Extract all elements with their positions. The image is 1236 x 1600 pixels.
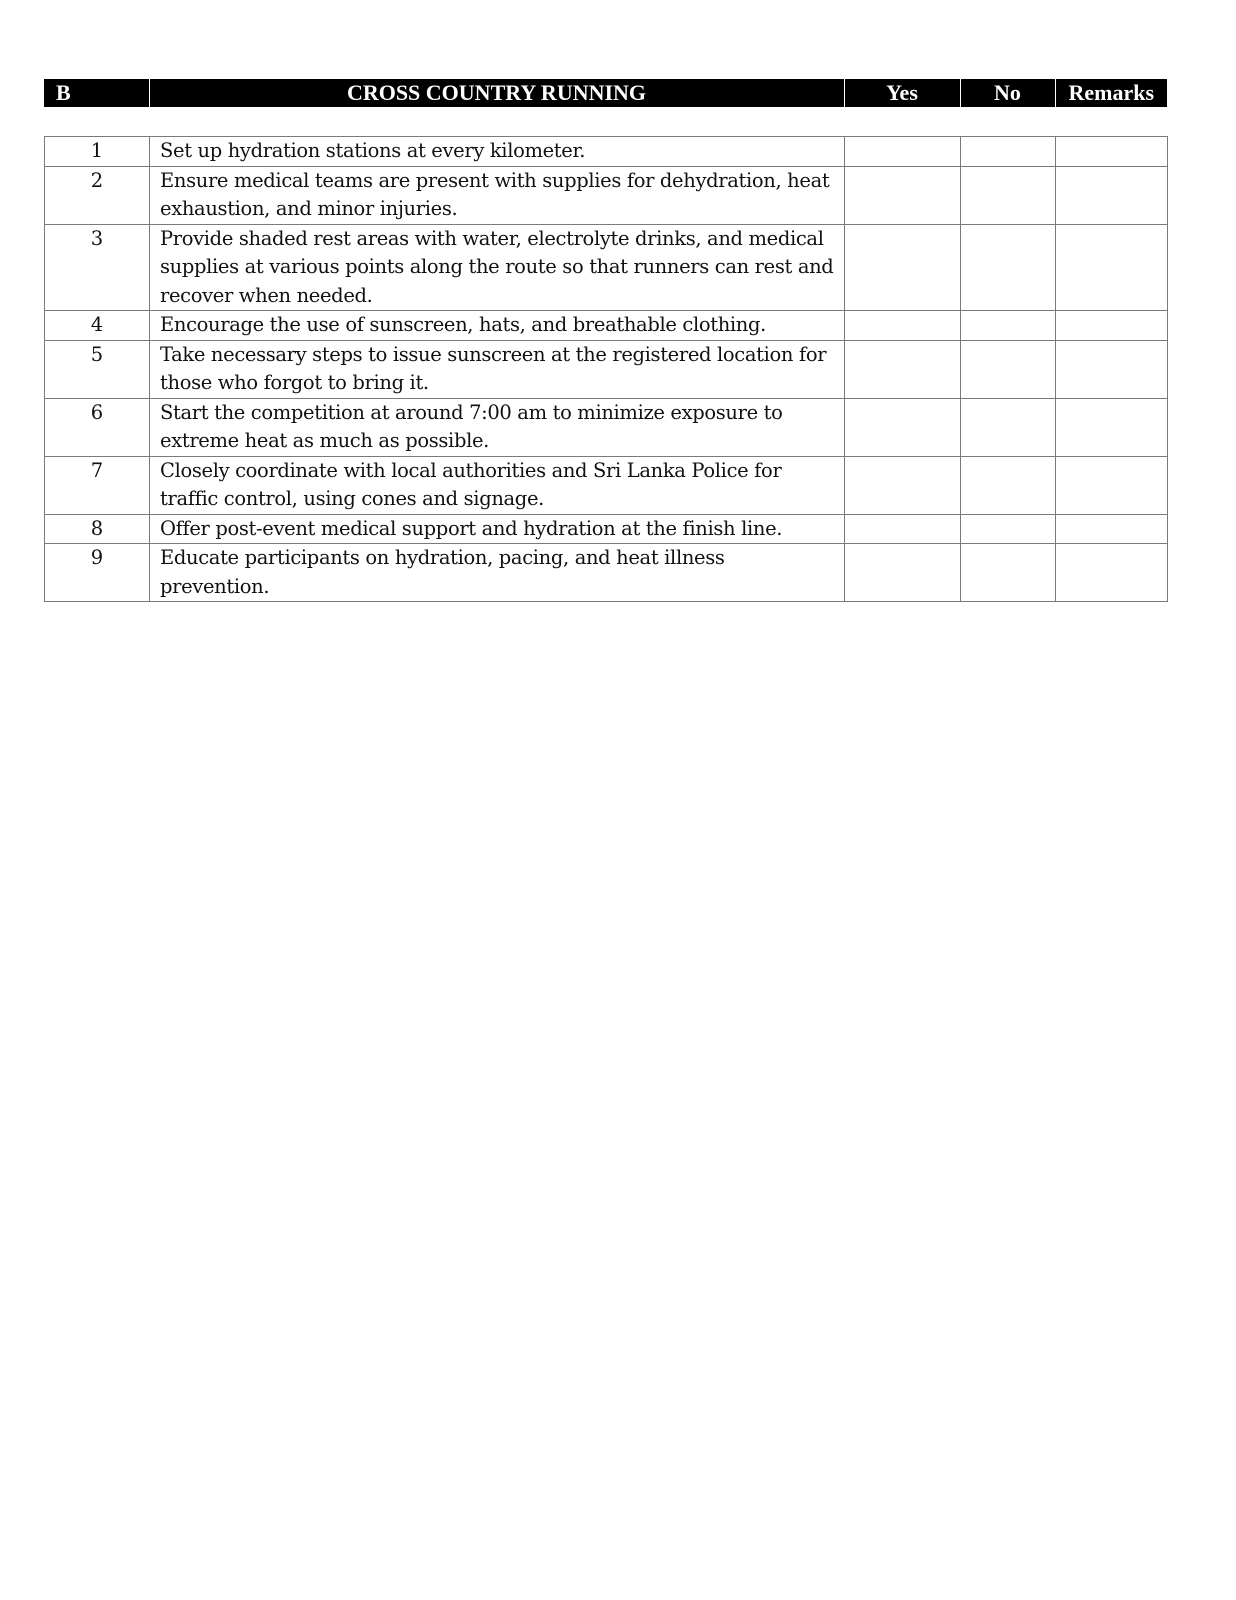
- yes-cell[interactable]: [845, 340, 961, 398]
- no-cell[interactable]: [961, 137, 1056, 167]
- item-text: Offer post-event medical support and hydration at the finish line.: [150, 514, 845, 544]
- remarks-cell[interactable]: [1056, 137, 1168, 167]
- item-number: 5: [45, 340, 150, 398]
- section-header: [44, 79, 1167, 107]
- no-cell[interactable]: [961, 166, 1056, 224]
- no-cell[interactable]: [961, 456, 1056, 514]
- no-cell[interactable]: [961, 544, 1056, 602]
- yes-cell[interactable]: [845, 311, 961, 341]
- remarks-cell[interactable]: [1056, 340, 1168, 398]
- item-number: 4: [45, 311, 150, 341]
- item-text: Ensure medical teams are present with supplies for dehydration, heat exhaustion, and minor injuries.: [150, 166, 845, 224]
- remarks-cell[interactable]: [1056, 398, 1168, 456]
- table-row: [45, 224, 1168, 311]
- remarks-cell[interactable]: [1056, 224, 1168, 311]
- no-cell[interactable]: [961, 514, 1056, 544]
- item-text: Set up hydration stations at every kilometer.: [150, 137, 845, 167]
- item-text: Provide shaded rest areas with water, electrolyte drinks, and medical supplies at various points along the route so that runners can rest and recover when needed.: [150, 224, 845, 311]
- remarks-column-header: Remarks: [1055, 79, 1167, 107]
- table-row: [45, 340, 1168, 398]
- item-number: 1: [45, 137, 150, 167]
- item-text: Educate participants on hydration, pacing, and heat illness prevention.: [150, 544, 845, 602]
- remarks-cell[interactable]: [1056, 166, 1168, 224]
- item-number: 2: [45, 166, 150, 224]
- yes-cell[interactable]: [845, 544, 961, 602]
- no-cell[interactable]: [961, 224, 1056, 311]
- no-cell[interactable]: [961, 398, 1056, 456]
- item-number: 9: [45, 544, 150, 602]
- remarks-cell[interactable]: [1056, 514, 1168, 544]
- no-cell[interactable]: [961, 340, 1056, 398]
- item-number: 3: [45, 224, 150, 311]
- yes-cell[interactable]: [845, 224, 961, 311]
- table-row: [45, 544, 1168, 602]
- yes-cell[interactable]: [845, 137, 961, 167]
- table-row: [45, 398, 1168, 456]
- item-text: Take necessary steps to issue sunscreen at the registered location for those who forgot to bring it.: [150, 340, 845, 398]
- section-title: CROSS COUNTRY RUNNING: [149, 79, 844, 107]
- table-row: [45, 311, 1168, 341]
- table-row: [45, 456, 1168, 514]
- item-text: Start the competition at around 7:00 am to minimize exposure to extreme heat as much as possible.: [150, 398, 845, 456]
- table-row: [45, 514, 1168, 544]
- item-number: 7: [45, 456, 150, 514]
- item-text: Encourage the use of sunscreen, hats, and breathable clothing.: [150, 311, 845, 341]
- yes-cell[interactable]: [845, 398, 961, 456]
- yes-column-header: Yes: [844, 79, 960, 107]
- checklist-table: [44, 136, 1168, 602]
- no-cell[interactable]: [961, 311, 1056, 341]
- table-row: [45, 166, 1168, 224]
- remarks-cell[interactable]: [1056, 544, 1168, 602]
- section-letter: B: [44, 79, 149, 107]
- yes-cell[interactable]: [845, 514, 961, 544]
- yes-cell[interactable]: [845, 166, 961, 224]
- no-column-header: No: [960, 79, 1055, 107]
- item-number: 8: [45, 514, 150, 544]
- remarks-cell[interactable]: [1056, 311, 1168, 341]
- remarks-cell[interactable]: [1056, 456, 1168, 514]
- item-text: Closely coordinate with local authorities and Sri Lanka Police for traffic control, using cones and signage.: [150, 456, 845, 514]
- table-row: [45, 137, 1168, 167]
- item-number: 6: [45, 398, 150, 456]
- yes-cell[interactable]: [845, 456, 961, 514]
